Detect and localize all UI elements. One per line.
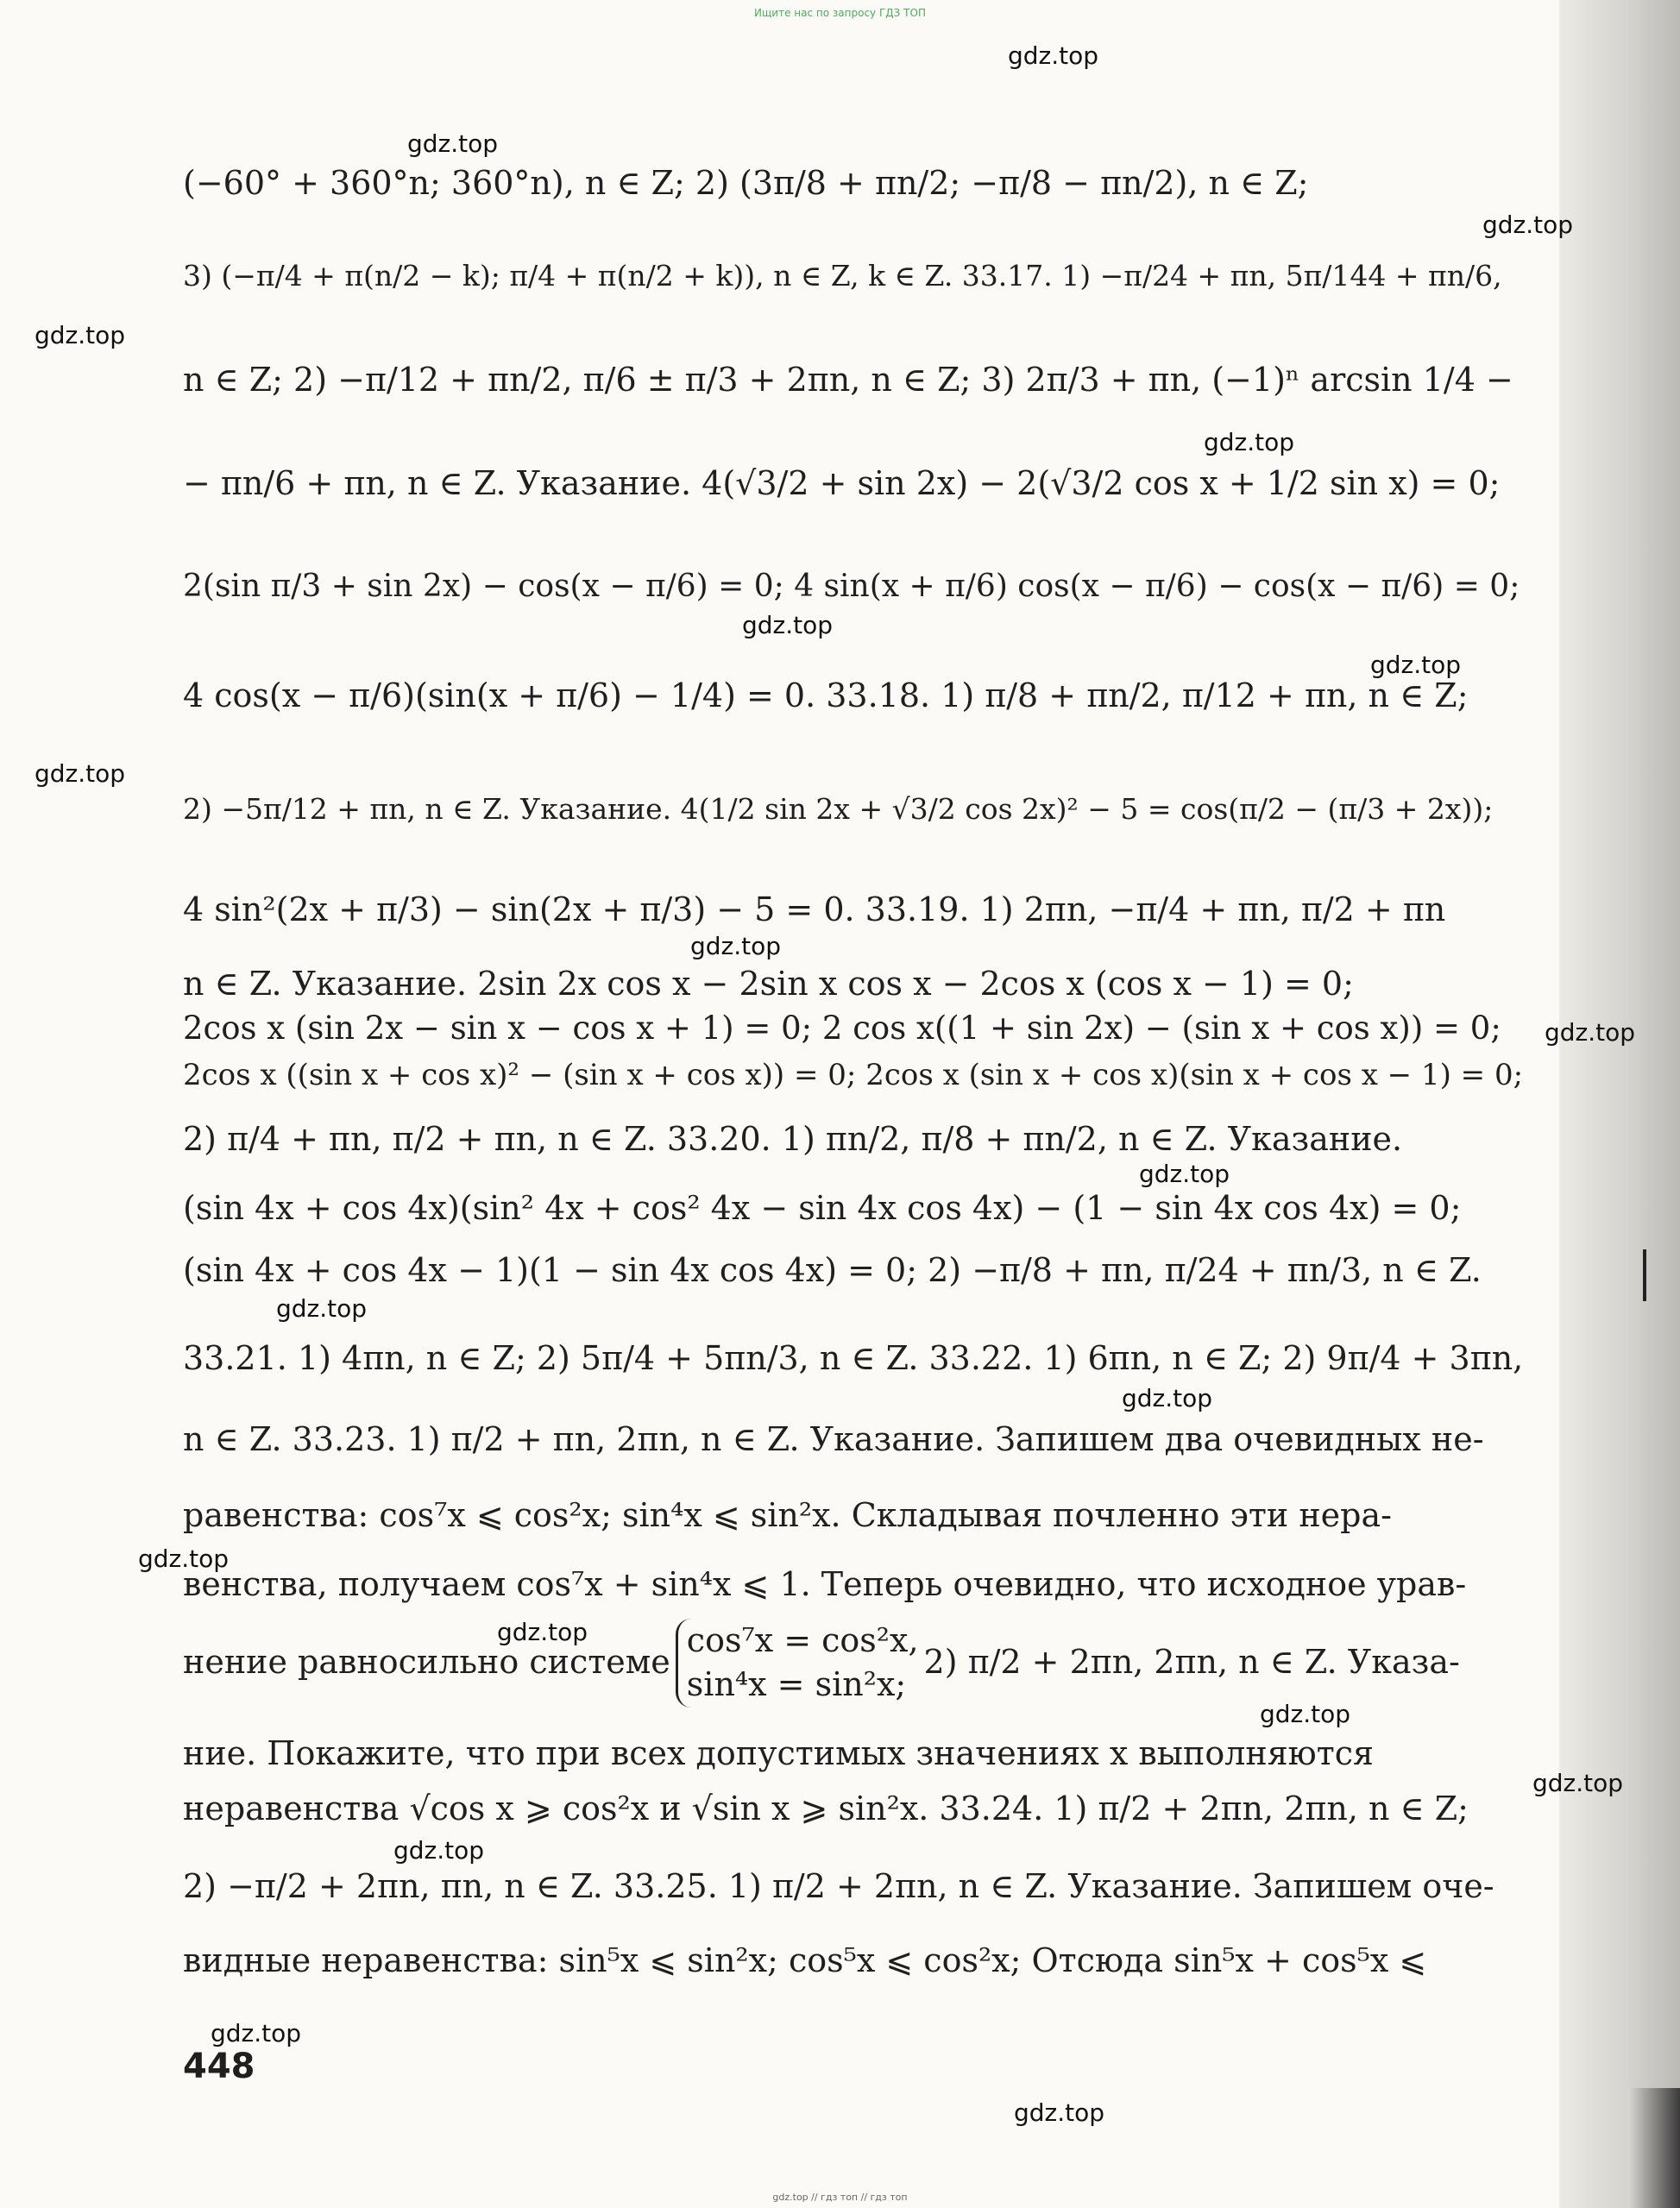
watermark: gdz.top [35,759,126,788]
text-line: 2) −π/2 + 2πn, πn, n ∈ Z. 33.25. 1) π/2 + 2πn, n ∈ Z. Указание. Запишем оче- [183,1867,1494,1905]
page-edge-shadow [1559,0,1680,2208]
text-line: 2cos x ((sin x + cos x)² − (sin x + cos x)) = 0; 2cos x (sin x + cos x)(sin x + cos x − 1) = 0; [183,1058,1524,1092]
text-line: 2(sin π/3 + sin 2x) − cos(x − π/6) = 0; 4 sin(x + π/6) cos(x − π/6) − cos(x − π/6) = 0; [183,569,1520,604]
text-line: 4 sin²(2x + π/3) − sin(2x + π/3) − 5 = 0. 33.19. 1) 2πn, −π/4 + πn, π/2 + πn [183,890,1446,928]
watermark: gdz.top [407,129,499,158]
text-line: 33.21. 1) 4πn, n ∈ Z; 2) 5π/4 + 5πn/3, n ∈ Z. 33.22. 1) 6πn, n ∈ Z; 2) 9π/4 + 3πn, [183,1339,1524,1377]
text-line: (sin 4x + cos 4x − 1)(1 − sin 4x cos 4x) = 0; 2) −π/8 + πn, π/24 + πn/3, n ∈ Z. [183,1251,1482,1289]
system-row: cos⁷x = cos²x, [686,1621,919,1659]
page-number: 448 [183,2047,255,2086]
watermark: gdz.top [1204,428,1295,456]
watermark: gdz.top [690,932,782,960]
watermark: gdz.top [1532,1769,1624,1797]
watermark: gdz.top [138,1544,230,1573]
text-line: 2) π/4 + πn, π/2 + πn, n ∈ Z. 33.20. 1) πn/2, π/8 + πn/2, n ∈ Z. Указание. [183,1120,1403,1158]
text-line: видные неравенства: sin⁵x ⩽ sin²x; cos⁵x ⩽ cos²x; Отсюда sin⁵x + cos⁵x ⩽ [183,1941,1427,1979]
text-line: неравенства √cos x ⩾ cos²x и √sin x ⩾ sin²x. 33.24. 1) π/2 + 2πn, 2πn, n ∈ Z; [183,1790,1469,1827]
system-suffix: 2) π/2 + 2πn, 2πn, n ∈ Z. Указа- [923,1643,1460,1682]
watermark: gdz.top [742,611,834,639]
watermark: gdz.top [1014,2098,1105,2127]
text-line: 2) −5π/12 + πn, n ∈ Z. Указание. 4(1/2 sin 2x + √3/2 cos 2x)² − 5 = cos(π/2 − (π/3 + 2x)); [183,792,1494,826]
margin-mark [1643,1249,1646,1301]
footer-note: gdz.top // гдз топ // гдз топ [772,2192,908,2203]
watermark: gdz.top [276,1294,368,1323]
watermark: gdz.top [1545,1018,1636,1047]
text-line: венства, получаем cos⁷x + sin⁴x ⩽ 1. Теперь очевидно, что исходное урав- [183,1565,1467,1603]
text-line: 3) (−π/4 + π(n/2 − k); π/4 + π(n/2 + k)), n ∈ Z, k ∈ Z. 33.17. 1) −π/24 + πn, 5π/144 + πn/6, [183,259,1502,293]
text-line: n ∈ Z; 2) −π/12 + πn/2, π/6 ± π/3 + 2πn, n ∈ Z; 3) 2π/3 + πn, (−1)ⁿ arcsin 1/4 − [183,361,1513,399]
text-line: (sin 4x + cos 4x)(sin² 4x + cos² 4x − sin 4x cos 4x) − (1 − sin 4x cos 4x) = 0; [183,1189,1462,1227]
text-line: n ∈ Z. Указание. 2sin 2x cos x − 2sin x cos x − 2cos x (cos x − 1) = 0; [183,965,1354,1003]
text-line: (−60° + 360°n; 360°n), n ∈ Z; 2) (3π/8 + πn/2; −π/8 − πn/2), n ∈ Z; [183,164,1309,202]
equation-system [676,1619,919,1708]
page-corner-shadow [1628,2088,1680,2208]
text-line: равенства: cos⁷x ⩽ cos²x; sin⁴x ⩽ sin²x. Складывая почленно эти нера- [183,1496,1392,1534]
watermark: gdz.top [1260,1700,1351,1728]
watermark: gdz.top [1482,211,1574,239]
system-prefix: нение равносильно системе [183,1643,670,1682]
watermark: gdz.top [1370,651,1462,679]
watermark: gdz.top [1139,1160,1230,1188]
watermark: gdz.top [1008,41,1099,70]
text-line: n ∈ Z. 33.23. 1) π/2 + πn, 2πn, n ∈ Z. Указание. Запишем два очевидных не- [183,1420,1484,1458]
watermark: gdz.top [393,1836,485,1865]
watermark: gdz.top [497,1618,588,1646]
watermark: gdz.top [1122,1384,1213,1412]
watermark: gdz.top [211,2019,302,2048]
system-line [183,1619,1525,1708]
text-line: 4 cos(x − π/6)(sin(x + π/6) − 1/4) = 0. 33.18. 1) π/8 + πn/2, π/12 + πn, n ∈ Z; [183,676,1469,714]
text-line: ние. Покажите, что при всех допустимых значениях x выполняются [183,1734,1375,1772]
text-line: − πn/6 + πn, n ∈ Z. Указание. 4(√3/2 + sin 2x) − 2(√3/2 cos x + 1/2 sin x) = 0; [183,464,1501,502]
watermark: gdz.top [35,321,126,349]
system-row: sin⁴x = sin²x; [686,1665,907,1704]
text-line: 2cos x (sin 2x − sin x − cos x + 1) = 0; 2 cos x((1 + sin 2x) − (sin x + cos x)) = 0; [183,1010,1501,1047]
header-note: Ищите нас по запросу ГДЗ ТОП [754,7,926,19]
